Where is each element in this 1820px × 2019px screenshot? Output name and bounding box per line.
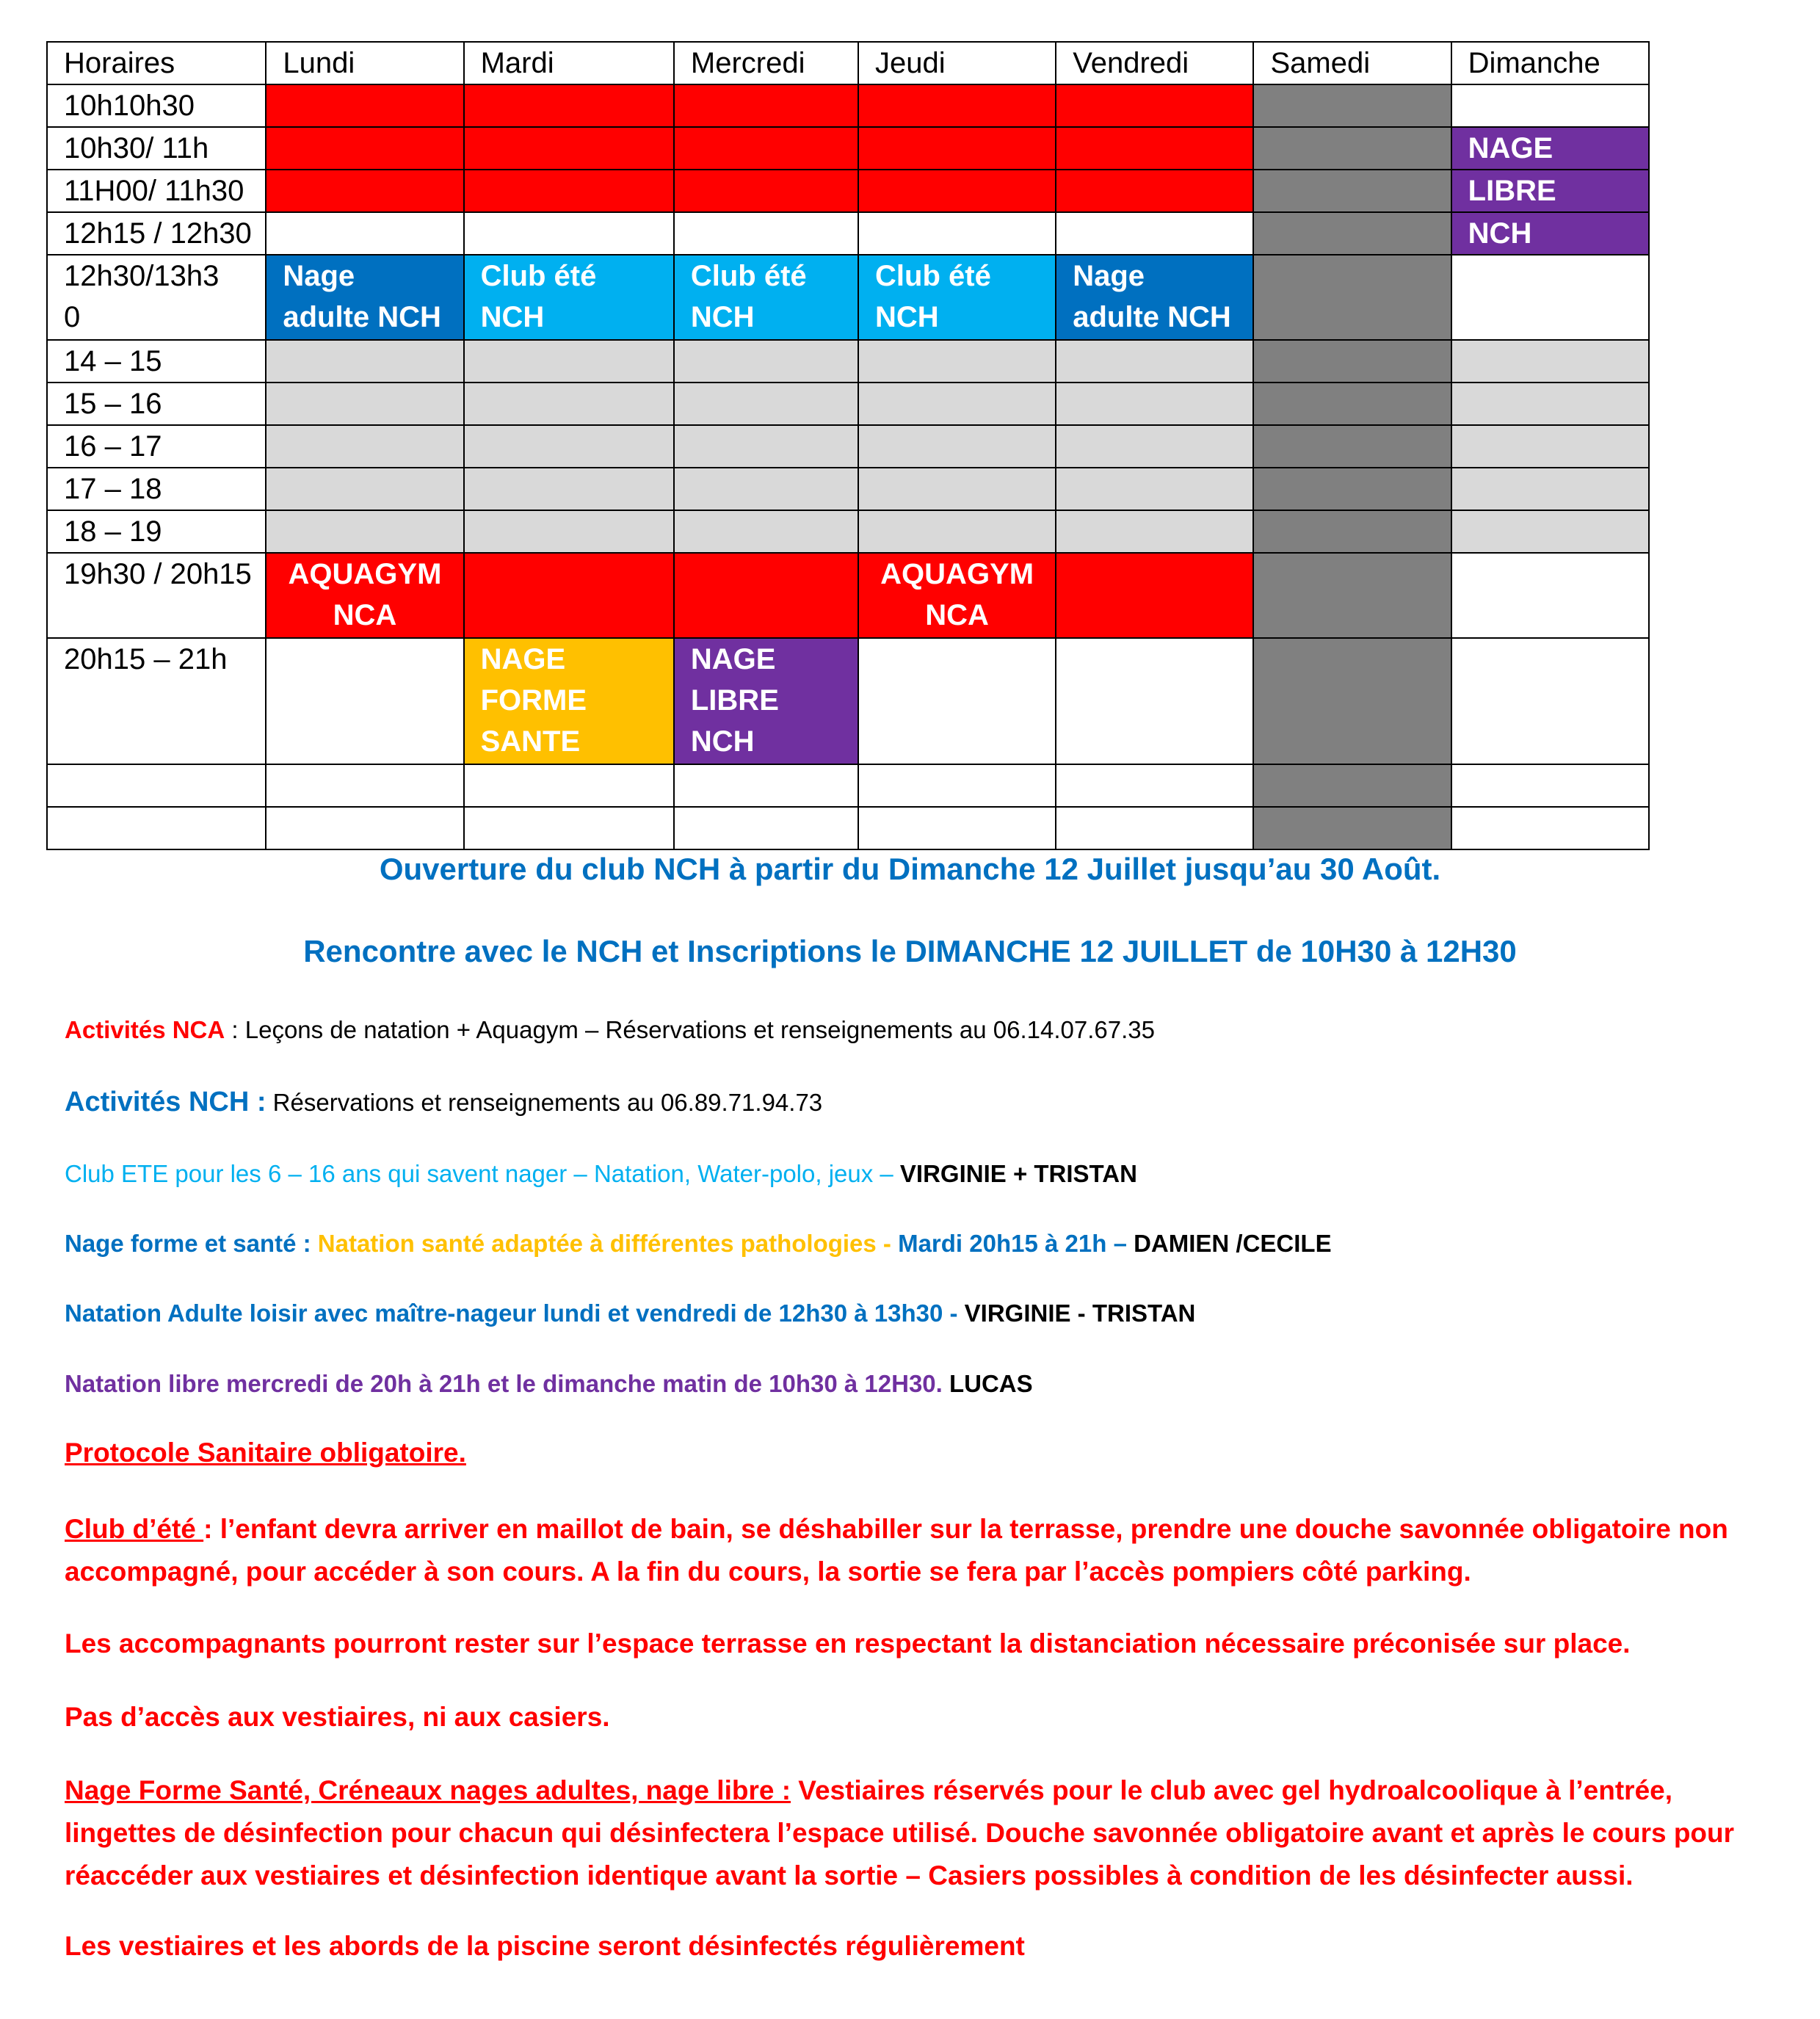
header-jeudi: Jeudi	[858, 42, 1056, 84]
slot-cell	[1056, 553, 1253, 638]
nca-info-line	[65, 1016, 1155, 1044]
slot-cell	[464, 553, 674, 638]
slot-cell	[266, 127, 463, 170]
header-mercredi: Mercredi	[674, 42, 858, 84]
slot-cell	[858, 807, 1056, 849]
slot-cell	[464, 510, 674, 553]
meeting-headline: Rencontre avec le NCH et Inscriptions le DIMANCHE 12 JUILLET de 10H30 à 12H30	[303, 934, 1517, 968]
slot-cell	[1253, 553, 1451, 638]
slot-cell	[1056, 127, 1253, 170]
block-label: Club été NCH	[480, 260, 597, 333]
slot-cell	[464, 468, 674, 510]
schedule-table-wrapper	[46, 41, 1650, 850]
schedule-table	[46, 41, 1650, 850]
table-row	[47, 553, 1649, 638]
libre-staff: LUCAS	[949, 1370, 1033, 1397]
slot-cell	[1056, 170, 1253, 212]
adulte-text: Natation Adulte loisir avec maître-nageur lundi et vendredi de 12h30 à 13h30 -	[65, 1300, 965, 1327]
club-ete-protocol-label: Club d’été	[65, 1514, 204, 1544]
nfs-staff: DAMIEN /CECILE	[1134, 1230, 1332, 1257]
aquagym-lundi	[266, 553, 463, 638]
nage-libre-mercredi	[674, 638, 858, 764]
slot-cell	[1056, 638, 1253, 764]
slot-cell	[858, 510, 1056, 553]
slot-cell	[1451, 340, 1649, 383]
slot-cell	[1451, 638, 1649, 764]
slot-cell	[266, 468, 463, 510]
natation-libre-line	[65, 1370, 1033, 1398]
slot-cell	[674, 764, 858, 807]
nfs-desc: Natation santé adaptée à différentes pathologies -	[317, 1230, 899, 1257]
slot-cell	[1056, 425, 1253, 468]
slot-cell	[674, 807, 858, 849]
slot-cell	[266, 383, 463, 425]
slot-cell	[1451, 764, 1649, 807]
club-ete-mardi	[464, 255, 674, 340]
slot-cell	[1056, 340, 1253, 383]
slot-cell	[1253, 212, 1451, 255]
slot-cell	[1253, 638, 1451, 764]
club-ete-line	[65, 1160, 1137, 1188]
header-lundi: Lundi	[266, 42, 463, 84]
header-samedi: Samedi	[1253, 42, 1451, 84]
slot-cell	[1451, 807, 1649, 849]
nch-text: Réservations et renseignements au 06.89.71.94.73	[266, 1089, 823, 1116]
slot-cell	[858, 638, 1056, 764]
header-mardi: Mardi	[464, 42, 674, 84]
nfs-time: Mardi 20h15 à 21h –	[898, 1230, 1134, 1257]
slot-cell	[464, 383, 674, 425]
slot-cell	[674, 127, 858, 170]
nage-libre-dimanche-1: NAGE	[1451, 127, 1649, 170]
slot-cell	[1451, 255, 1649, 340]
slot-cell	[1451, 468, 1649, 510]
adulte-loisir-line	[65, 1300, 1195, 1327]
adulte-staff: VIRGINIE - TRISTAN	[964, 1300, 1196, 1327]
hour-cell: 12h15 / 12h30	[47, 212, 266, 255]
slot-cell	[674, 383, 858, 425]
slot-cell	[1451, 510, 1649, 553]
table-row	[47, 84, 1649, 127]
slot-cell	[858, 127, 1056, 170]
nage-adulte-lundi	[266, 255, 463, 340]
slot-cell	[858, 468, 1056, 510]
table-row	[47, 170, 1649, 212]
nca-text: : Leçons de natation + Aquagym – Réservations et renseignements au 06.14.07.67.35	[225, 1016, 1156, 1043]
block-label: AQUAGYM NCA	[288, 558, 442, 631]
slot-cell	[1253, 383, 1451, 425]
hour-cell: 10h30/ 11h	[47, 127, 266, 170]
block-label: AQUAGYM NCA	[880, 558, 1034, 631]
slot-cell	[464, 764, 674, 807]
protocol-title: Protocole Sanitaire obligatoire.	[65, 1438, 466, 1468]
block-label: Nage adulte NCH	[283, 260, 441, 333]
slot-cell	[858, 212, 1056, 255]
club-ete-staff: VIRGINIE + TRISTAN	[899, 1160, 1137, 1187]
nage-protocol-label: Nage Forme Santé, Créneaux nages adultes, nage libre :	[65, 1775, 791, 1805]
club-ete-mercredi	[674, 255, 858, 340]
slot-cell	[1451, 425, 1649, 468]
slot-cell	[1253, 468, 1451, 510]
hour-cell	[47, 764, 266, 807]
block-label: Nage adulte NCH	[1073, 260, 1231, 333]
nca-label: Activités NCA	[65, 1016, 225, 1043]
slot-cell	[674, 468, 858, 510]
hour-cell: 18 – 19	[47, 510, 266, 553]
table-row	[47, 383, 1649, 425]
table-row	[47, 764, 1649, 807]
header-horaires: Horaires	[47, 42, 266, 84]
slot-cell	[1253, 170, 1451, 212]
slot-cell	[1253, 340, 1451, 383]
slot-cell	[858, 84, 1056, 127]
slot-cell	[674, 340, 858, 383]
slot-cell	[464, 127, 674, 170]
nage-adulte-vendredi	[1056, 255, 1253, 340]
hour-cell: 15 – 16	[47, 383, 266, 425]
block-label: NAGE FORME SANTE	[480, 643, 587, 758]
hour-cell: 17 – 18	[47, 468, 266, 510]
slot-cell	[464, 807, 674, 849]
slot-cell	[674, 510, 858, 553]
vestiaires-text: Pas d’accès aux vestiaires, ni aux casiers.	[65, 1702, 610, 1732]
slot-cell	[1253, 425, 1451, 468]
slot-cell	[1451, 84, 1649, 127]
slot-cell	[1056, 212, 1253, 255]
slot-cell	[266, 340, 463, 383]
block-label: Club été NCH	[690, 260, 807, 333]
slot-cell	[1253, 764, 1451, 807]
hour-cell	[47, 255, 266, 340]
nch-label: Activités NCH :	[65, 1087, 267, 1117]
nch-info-line	[65, 1087, 822, 1118]
header-row	[47, 42, 1649, 84]
club-ete-protocol	[65, 1508, 1775, 1593]
table-row	[47, 468, 1649, 510]
slot-cell	[858, 764, 1056, 807]
nfs-label: Nage forme et santé :	[65, 1230, 318, 1257]
hour-label: 12h30/13h3 0	[64, 260, 220, 333]
slot-cell	[858, 425, 1056, 468]
club-ete-text: Club ETE pour les 6 – 16 ans qui savent nager – Natation, Water-polo, jeux –	[65, 1160, 900, 1187]
slot-cell	[266, 638, 463, 764]
slot-cell	[1253, 510, 1451, 553]
table-row	[47, 340, 1649, 383]
slot-cell	[1056, 468, 1253, 510]
table-row	[47, 212, 1649, 255]
slot-cell	[464, 212, 674, 255]
slot-cell	[464, 170, 674, 212]
nage-protocol	[65, 1769, 1775, 1897]
slot-cell	[266, 170, 463, 212]
hour-cell: 16 – 17	[47, 425, 266, 468]
slot-cell	[266, 84, 463, 127]
slot-cell	[674, 553, 858, 638]
slot-cell	[1056, 84, 1253, 127]
table-row	[47, 807, 1649, 849]
slot-cell	[1253, 127, 1451, 170]
block-label: Club été NCH	[875, 260, 991, 333]
slot-cell	[266, 425, 463, 468]
slot-cell	[464, 425, 674, 468]
slot-cell	[1056, 807, 1253, 849]
aquagym-jeudi	[858, 553, 1056, 638]
slot-cell	[858, 340, 1056, 383]
slot-cell	[464, 340, 674, 383]
table-row	[47, 255, 1649, 340]
club-ete-protocol-text: : l’enfant devra arriver en maillot de bain, se déshabiller sur la terrasse, prendre une douche savonnée obligatoire non accompagné, pour accéder à son cours. A la fin du cours, la sortie se fera par l’accès pompiers côté parking.	[65, 1514, 1728, 1587]
accompagnants-text: Les accompagnants pourront rester sur l’espace terrasse en respectant la distanciation nécessaire préconisée sur place.	[65, 1628, 1631, 1659]
slot-cell	[674, 212, 858, 255]
hour-cell: 14 – 15	[47, 340, 266, 383]
slot-cell	[1253, 807, 1451, 849]
table-row	[47, 127, 1649, 170]
slot-cell	[1056, 764, 1253, 807]
opening-headline: Ouverture du club NCH à partir du Dimanche 12 Juillet jusqu’au 30 Août.	[379, 852, 1441, 886]
header-vendredi: Vendredi	[1056, 42, 1253, 84]
nage-libre-dimanche-3: NCH	[1451, 212, 1649, 255]
nage-forme-sante-line	[65, 1230, 1332, 1258]
slot-cell	[1056, 510, 1253, 553]
header-dimanche: Dimanche	[1451, 42, 1649, 84]
slot-cell	[858, 170, 1056, 212]
block-label: NAGE LIBRE NCH	[690, 643, 779, 758]
hour-cell	[47, 807, 266, 849]
slot-cell	[266, 807, 463, 849]
slot-cell	[266, 764, 463, 807]
hour-cell: 19h30 / 20h15	[47, 553, 266, 638]
slot-cell	[1451, 553, 1649, 638]
slot-cell	[674, 170, 858, 212]
slot-cell	[266, 510, 463, 553]
slot-cell	[674, 84, 858, 127]
nage-forme-sante-mardi	[464, 638, 674, 764]
hour-cell: 10h10h30	[47, 84, 266, 127]
slot-cell	[1451, 383, 1649, 425]
slot-cell	[266, 212, 463, 255]
libre-text: Natation libre mercredi de 20h à 21h et le dimanche matin de 10h30 à 12H30.	[65, 1370, 949, 1397]
nage-protocol-text: Vestiaires réservés pour le club avec gel hydroalcoolique à l’entrée, lingettes de désinfection pour chacun qui désinfectera l’espace utilisé. Douche savonnée obligatoire avant et après le cours pour réaccéder aux vestiaires et désinfection identique avant la sortie – Casiers possibles à condition de les désinfecter aussi.	[65, 1775, 1735, 1891]
slot-cell	[1253, 84, 1451, 127]
slot-cell	[674, 425, 858, 468]
slot-cell	[1253, 255, 1451, 340]
table-row	[47, 425, 1649, 468]
club-ete-jeudi	[858, 255, 1056, 340]
slot-cell	[858, 383, 1056, 425]
hour-cell: 20h15 – 21h	[47, 638, 266, 764]
final-note: Les vestiaires et les abords de la piscine seront désinfectés régulièrement	[65, 1931, 1025, 1961]
table-row	[47, 510, 1649, 553]
slot-cell	[1056, 383, 1253, 425]
hour-cell: 11H00/ 11h30	[47, 170, 266, 212]
nage-libre-dimanche-2: LIBRE	[1451, 170, 1649, 212]
table-row	[47, 638, 1649, 764]
slot-cell	[464, 84, 674, 127]
